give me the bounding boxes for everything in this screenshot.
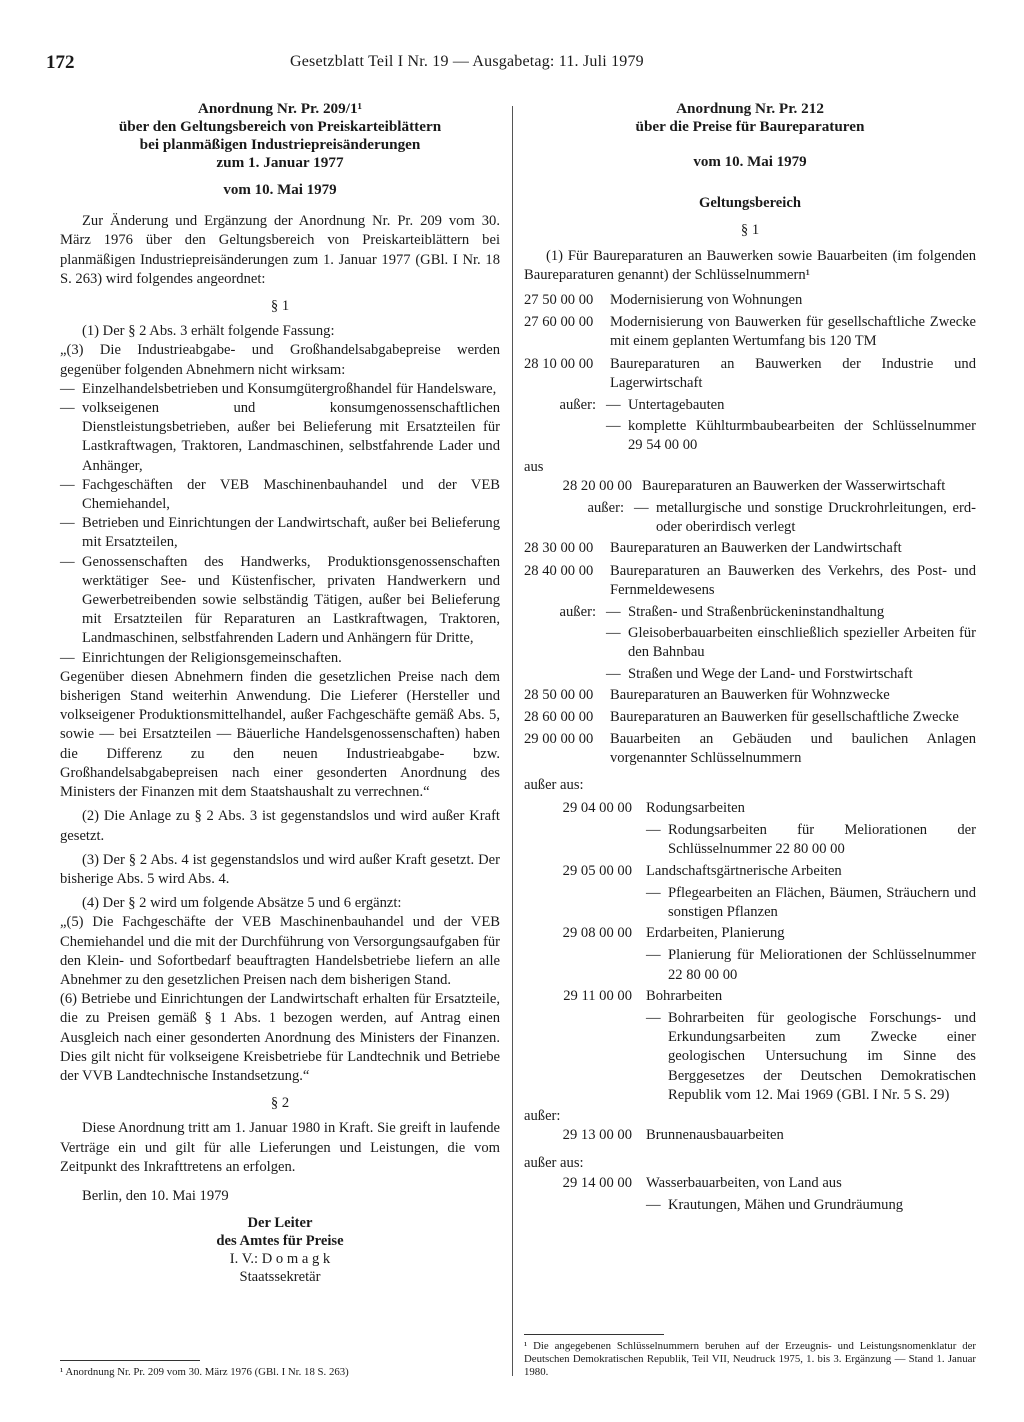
- list-item: — Genossenschaften des Handwerks, Produktionsgenossenschaften werktätiger See- und Küstenfischer, privaten Handwerkern und Gewerbetreibenden sowie selbständig Tätigen, außer bei Belieferung mit Ersatzteilen für Reparaturen an Lastkraftwagen, Traktoren, Landmaschinen, selbstfahrenden Ladern und Anhängern für Dritte,: [60, 553, 500, 647]
- left-paragraph-4: (4) Der § 2 wird um folgende Absätze 5 und 6 ergänzt:: [82, 895, 402, 912]
- right-title-line-2: über die Preise für Baureparaturen: [635, 118, 865, 135]
- page-number: 172: [46, 52, 75, 73]
- table-row: 29 11 00 00 Bohrarbeiten: [563, 987, 723, 1004]
- right-column: [524, 100, 976, 1217]
- exclusion-row: außer: — Untertagebauten: [559, 397, 725, 414]
- page-header: [40, 52, 986, 76]
- exclusion-row: — Rodungsarbeiten für Meliorationen der Schlüsselnummer 22 80 00 00: [646, 822, 976, 858]
- table-row: 28 10 00 00 Baureparaturen an Bauwerken der Industrie und Lagerwirtschaft: [524, 355, 976, 391]
- exclusion-row: — komplette Kühlturmbaubearbeiten der Schlüsselnummer 29 54 00 00: [606, 418, 976, 454]
- exclusion-row: — Bohrarbeiten für geologische Forschungs- und Erkundungsarbeiten zum Zwecke einer geologischen Untersuchung im Sinne des Berggesetzes der Deutschen Demokratischen Republik vom 12. Mai 1969 (GBl. I Nr. 5 S. 29): [646, 1009, 976, 1103]
- table-row: 27 50 00 00 Modernisierung von Wohnungen: [524, 292, 803, 309]
- signature-line-3: I. V.: D o m a g k: [229, 1251, 331, 1268]
- table-row: 28 50 00 00 Baureparaturen an Bauwerken für Wohnzwecke: [524, 686, 890, 703]
- exclusion-row: — Krautungen, Mähen und Grundräumung: [646, 1196, 904, 1213]
- table-row: 29 13 00 00 Brunnenausbauarbeiten: [562, 1127, 784, 1144]
- signature-line-1: Der Leiter: [247, 1215, 313, 1232]
- table-row: 29 08 00 00 Erdarbeiten, Planierung: [562, 925, 785, 942]
- left-quote-3: „(3) Die Industrieabgabe- und Großhandelsabgabepreise werden gegenüber folgenden Abnehmern nicht wirksam:: [60, 342, 500, 378]
- left-paragraph-4-6: (6) Betriebe und Einrichtungen der Landwirtschaft erhalten für Ersatzteile, die zu Preisen gemäß § 1 Abs. 1 bezogen werden, auf Antrag einen Ausgleich nach einer gesonderten Anordnung des Ministers der Finanzen. Dies gilt nicht für volkseigene Kreisbetriebe für Landtechnik und Betriebe der VVB Landtechnische Instandsetzung.“: [60, 991, 500, 1084]
- left-section-2: § 2: [270, 1095, 290, 1112]
- ausser-label: außer:: [524, 1107, 561, 1124]
- list-item: — Einzelhandelsbetrieben und Konsumgütergroßhandel für Handelsware,: [60, 380, 497, 397]
- left-paragraph-1: (1) Der § 2 Abs. 3 erhält folgende Fassung:: [82, 323, 335, 340]
- list-item: — Betrieben und Einrichtungen der Landwirtschaft, außer bei Belieferung mit Ersatzteilen,: [60, 515, 500, 551]
- left-paragraph-4-5: „(5) Die Fachgeschäfte der VEB Maschinenbauhandel und der VEB Chemiehandel und die mit der Durchführung von Versorgungsaufgaben für den Klein- und Sofortbedarf beauftragten Handelsbetriebe liefern an alle Abnehmer zu den gesetzlichen Preisen nach dem bisherigen Stand.: [60, 914, 500, 988]
- right-intro: (1) Für Baureparaturen an Bauwerken sowie Bauarbeiten (im folgenden Baureparaturen genannt) der Schlüsselnummern¹: [524, 247, 976, 283]
- table-row: 28 60 00 00 Baureparaturen an Bauwerken für gesellschaftliche Zwecke: [524, 709, 959, 726]
- right-section-1: § 1: [740, 222, 760, 239]
- right-heading: Geltungsbereich: [699, 195, 801, 212]
- list-item: — Einrichtungen der Religionsgemeinschaften.: [60, 649, 342, 666]
- ausser-aus-label: außer aus:: [524, 776, 584, 793]
- left-section-1: § 1: [270, 298, 290, 315]
- left-paragraph-2: (2) Die Anlage zu § 2 Abs. 3 ist gegenstandslos und wird außer Kraft gesetzt.: [60, 808, 500, 844]
- table-row: 29 14 00 00 Wasserbauarbeiten, von Land aus: [562, 1174, 842, 1191]
- exclusion-row: — Straßen und Wege der Land- und Forstwirtschaft: [606, 665, 913, 682]
- left-column: [60, 100, 500, 1286]
- table-row: 29 04 00 00 Rodungsarbeiten: [562, 799, 745, 816]
- right-title-line-1: Anordnung Nr. Pr. 212: [676, 100, 824, 117]
- table-row: 27 60 00 00 Modernisierung von Bauwerken für gesellschaftliche Zwecke mit einem geplanten Wertumfang bis 120 TM: [524, 314, 976, 350]
- left-title-line-1: Anordnung Nr. Pr. 209/1¹: [197, 100, 363, 117]
- left-date: vom 10. Mai 1979: [223, 182, 337, 198]
- list-item: — volkseigenen und konsumgenossenschaftlichen Dienstleistungsbetrieben, außer bei Belieferung mit Ersatzteilen für Lastkraftwagen, Traktoren, Landmaschinen, selbstfahrende Lader und Anhänger,: [60, 400, 500, 474]
- exclusion-row: außer: — Straßen- und Straßenbrückeninstandhaltung: [559, 604, 885, 621]
- right-footnote-rule: [524, 1334, 664, 1335]
- left-title-line-4: zum 1. Januar 1977: [216, 154, 344, 171]
- left-footnote-rule: [60, 1360, 200, 1361]
- column-divider: [512, 106, 513, 1376]
- signature-line-2: des Amtes für Preise: [216, 1233, 344, 1250]
- aus-label: aus: [524, 458, 544, 475]
- table-row: 28 20 00 00 Baureparaturen an Bauwerken der Wasserwirtschaft: [562, 477, 946, 494]
- left-intro: Zur Änderung und Ergänzung der Anordnung Nr. Pr. 209 vom 30. März 1976 über den Geltungsbereich von Preiskarteiblättern bei planmäßigen Industriepreisänderungen zum 1. Januar 1977 (GBl. I Nr. 18 S. 263) wird folgendes angeordnet:: [60, 213, 500, 287]
- left-section-2-text: Diese Anordnung tritt am 1. Januar 1980 in Kraft. Sie greift in laufende Verträge ein und gilt für alle Lieferungen und Leistungen, die vom Zeitpunkt des Inkrafttretens an erfolgen.: [60, 1120, 500, 1175]
- list-item: — Fachgeschäften der VEB Maschinenbauhandel und der VEB Chemiehandel,: [60, 476, 500, 513]
- ausser-aus-label-2: außer aus:: [524, 1155, 584, 1172]
- table-row: 28 40 00 00 Baureparaturen an Bauwerken des Verkehrs, des Post- und Fernmeldewesens: [524, 562, 976, 598]
- running-head: Gesetzblatt Teil I Nr. 19 — Ausgabetag: 11. Juli 1979: [290, 53, 644, 70]
- signature-line-4: Staatssekretär: [239, 1269, 321, 1286]
- left-title-block: [60, 100, 500, 200]
- left-paragraph-3: (3) Der § 2 Abs. 4 ist gegenstandslos und wird außer Kraft gesetzt. Der bisherige Abs. 5 wird Abs. 4.: [60, 851, 500, 887]
- exclusion-row: — Gleisoberbauarbeiten einschließlich spezieller Arbeiten für den Bahnbau: [606, 625, 976, 661]
- table-row: 29 00 00 00 Bauarbeiten an Gebäuden und baulichen Anlagen vorgenannter Schlüsselnummern: [524, 731, 976, 767]
- exclusion-row: — Pflegearbeiten an Flächen, Bäumen, Sträuchern und sonstigen Pflanzen: [646, 884, 976, 920]
- left-title-line-2: über den Geltungsbereich von Preiskarteiblättern: [118, 118, 442, 135]
- left-paragraph-1-after: Gegenüber diesen Abnehmern finden die gesetzlichen Preise nach dem bisherigen Stand weiterhin Anwendung. Die Lieferer (Hersteller und volkseigener Produktionsmittelhandel, außer Fachgeschäfte gemäß Abs. 5, sowie — bei Ersatzteilen — Bäuerliche Handelsgenossenschaften) haben die Differenz zu den neuen Industrieabgabe- bzw. Großhandelsabgabepreisen nach einer gesonderten Anordnung des Ministers der Finanzen mit dem Staatshaushalt zu verrechnen.“: [60, 668, 500, 801]
- exclusion-row: außer: — metallurgische und sonstige Druckrohrleitungen, erd- oder oberirdisch verlegt: [587, 500, 976, 536]
- right-footnote: ¹ Die angegebenen Schlüsselnummern beruhen auf der Erzeugnis- und Leistungsnomenklatur der Deutschen Demokratischen Republik, Teil VII, Neudruck 1975, 1. bis 3. Ergänzung — Stand 1. Januar 1980.: [524, 1340, 976, 1378]
- place-date: Berlin, den 10. Mai 1979: [82, 1187, 229, 1204]
- right-date: vom 10. Mai 1979: [693, 154, 807, 170]
- left-title-line-3: bei planmäßigen Industriepreisänderungen: [139, 136, 421, 153]
- table-row: 29 05 00 00 Landschaftsgärtnerische Arbeiten: [562, 862, 842, 879]
- table-row: 28 30 00 00 Baureparaturen an Bauwerken der Landwirtschaft: [524, 540, 902, 557]
- exclusion-row: — Planierung für Meliorationen der Schlüsselnummer 22 80 00 00: [646, 947, 976, 983]
- left-footnote: ¹ Anordnung Nr. Pr. 209 vom 30. März 1976 (GBl. I Nr. 18 S. 263): [60, 1366, 349, 1378]
